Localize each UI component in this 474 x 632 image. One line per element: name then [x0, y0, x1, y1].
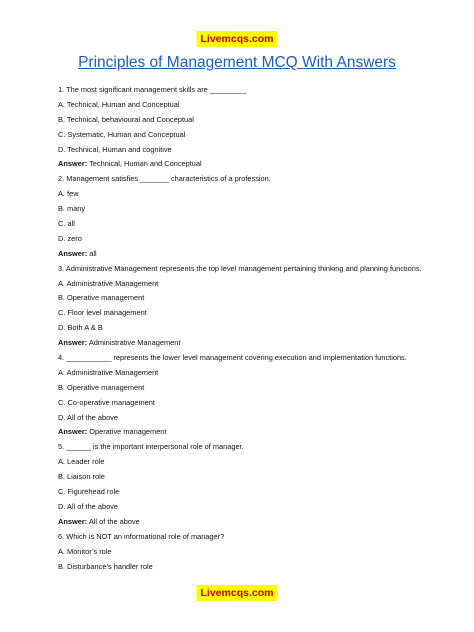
question-6: 6. Which is NOT an informational role of manager? [58, 531, 225, 541]
option: D. Both A & B [58, 323, 103, 333]
answer-2 [58, 249, 423, 259]
option: C. Systematic, Human and Conceptual [58, 129, 186, 139]
option: D. All of the above [58, 412, 118, 422]
answer-1 [58, 159, 423, 169]
answer-text: All of the above [88, 516, 140, 526]
option: D. All of the above [58, 501, 118, 511]
option: D. zero [58, 233, 82, 243]
question-3: 3. Administrative Management represents the top level management pertaining thinking and planning functions. [58, 263, 422, 273]
option: B. Liaison role [58, 472, 105, 482]
answer-text: Operative management [89, 427, 167, 437]
question-5: 5. ______ is the important interpersonal role of manager. [58, 442, 244, 452]
option: B. Technical, behavioural and Conceptual [58, 114, 194, 124]
answer-label: Answer: [58, 427, 88, 437]
option: A. few [58, 189, 79, 199]
question-1: 1. The most significant management skills are _________ [58, 85, 247, 94]
option: B. Operative management [58, 293, 145, 303]
option: A. Administrative Management [58, 278, 159, 288]
page-title: Principles of Management MCQ With Answers [78, 54, 396, 71]
answer-text: Administrative Management [88, 338, 181, 348]
option: A. Leader role [58, 457, 105, 467]
question-4: 4. ___________ represents the lower level management covering execution and implementation functions. [58, 353, 407, 363]
answer-text: Technical, Human and Conceptual [89, 159, 202, 169]
answer-4 [58, 427, 423, 437]
mcq-list [58, 85, 423, 576]
option: C. Floor level management [58, 308, 147, 318]
option: A. Monitor’s role [58, 546, 112, 556]
option: C. all [58, 219, 75, 229]
answer-label: Answer: [58, 159, 88, 169]
option: B. Operative management [58, 382, 145, 392]
answer-3 [58, 338, 423, 348]
answer-label: Answer: [58, 338, 88, 348]
option: A. Administrative Management [58, 367, 159, 377]
option: A. Technical, Human and Conceptual [58, 99, 180, 109]
answer-label: Answer: [58, 516, 88, 526]
option: D. Technical, Human and cognitive [58, 144, 172, 154]
option: B. Disturbance’s handler role [58, 561, 153, 571]
option: B. many [58, 204, 86, 214]
site-banner-bottom: Livemcqs.com [197, 585, 278, 601]
question-2: 2. Management satisfies _______ characteristics of a profession. [58, 174, 271, 184]
answer-label: Answer: [58, 248, 88, 258]
answer-5 [58, 517, 423, 527]
option: C. Co-operative management [58, 397, 155, 407]
answer-text: all [89, 248, 97, 258]
option: C. Figurehead role [58, 487, 120, 497]
site-banner-top: Livemcqs.com [197, 31, 278, 47]
